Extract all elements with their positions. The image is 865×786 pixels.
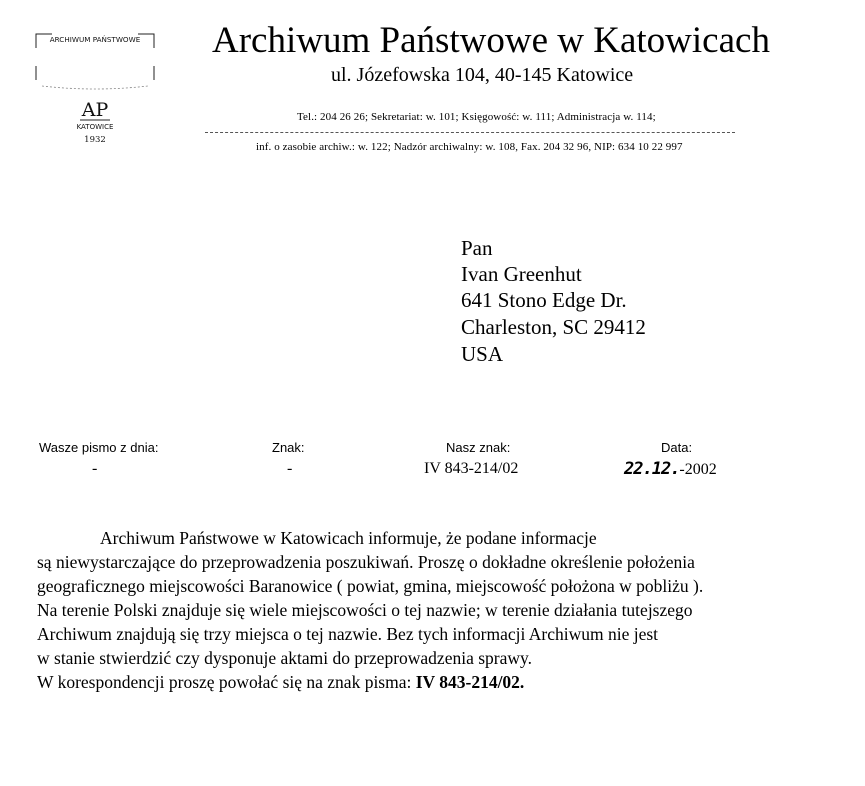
recipient-line: Charleston, SC 29412 <box>461 315 646 339</box>
date-printed: -2002 <box>679 461 717 478</box>
letterhead-contact-line-1: Tel.: 204 26 26; Sekretariat: w. 101; Księgowość: w. 111; Administracja w. 114; <box>297 111 656 123</box>
recipient-line: Ivan Greenhut <box>461 262 582 286</box>
date-handwritten: 22.12. <box>624 459 680 479</box>
ref-label-your-letter-date: Wasze pismo z dnia: <box>39 440 159 455</box>
ref-value-your-letter-date: - <box>92 460 98 477</box>
body-reference-number: IV 843-214/02. <box>415 672 525 692</box>
body-reference-prefix: W korespondencji proszę powołać się na znak pisma: <box>37 672 416 692</box>
letterhead-address: ul. Józefowska 104, 40-145 Katowice <box>331 64 634 86</box>
letterhead-title: Archiwum Państwowe w Katowicach <box>212 20 770 61</box>
logo-top-text: ARCHIWUM PAŃSTWOWE <box>49 35 141 44</box>
archive-logo-stamp <box>30 28 160 148</box>
body-line: są niewystarczające do przeprowadzenia poszukiwań. Proszę o dokładne określenie położenia <box>37 552 695 572</box>
body-line: Archiwum znajdują się trzy miejsca o tej nazwie. Bez tych informacji Archiwum nie jest <box>37 624 659 644</box>
logo-year: 1932 <box>84 135 106 145</box>
body-line: geograficznego miejscowości Baranowice ( powiat, gmina, miejscowość położona w pobliżu ). <box>37 576 704 596</box>
ref-label-date: Data: <box>661 440 693 455</box>
recipient-line: 641 Stono Edge Dr. <box>461 288 627 312</box>
logo-emblem <box>30 28 160 148</box>
ref-value-your-ref: - <box>287 460 293 477</box>
body-line-reference <box>37 670 857 694</box>
recipient-line: USA <box>461 342 504 366</box>
ref-label-our-ref: Nasz znak: <box>446 440 511 455</box>
letter-body <box>37 526 857 694</box>
letterhead-contact-line-2: inf. o zasobie archiw.: w. 122; Nadzór archiwalny: w. 108, Fax. 204 32 96, NIP: 634 10 22 997 <box>256 141 683 153</box>
letterhead-divider <box>205 132 735 133</box>
ref-value-date <box>624 461 717 478</box>
body-line: w stanie stwierdzić czy dysponuje aktami do przeprowadzenia sprawy. <box>37 648 533 668</box>
ref-value-our-ref: IV 843-214/02 <box>424 460 519 477</box>
recipient-line: Pan <box>461 236 493 260</box>
logo-initials: AP <box>81 99 109 121</box>
body-line: Na terenie Polski znajduje się wiele miejscowości o tej nazwie; w terenie działania tutejszego <box>37 600 693 620</box>
body-line: Archiwum Państwowe w Katowicach informuje, że podane informacje <box>100 528 597 548</box>
ref-label-your-ref: Znak: <box>272 440 305 455</box>
logo-city: KATOWICE <box>76 123 114 131</box>
